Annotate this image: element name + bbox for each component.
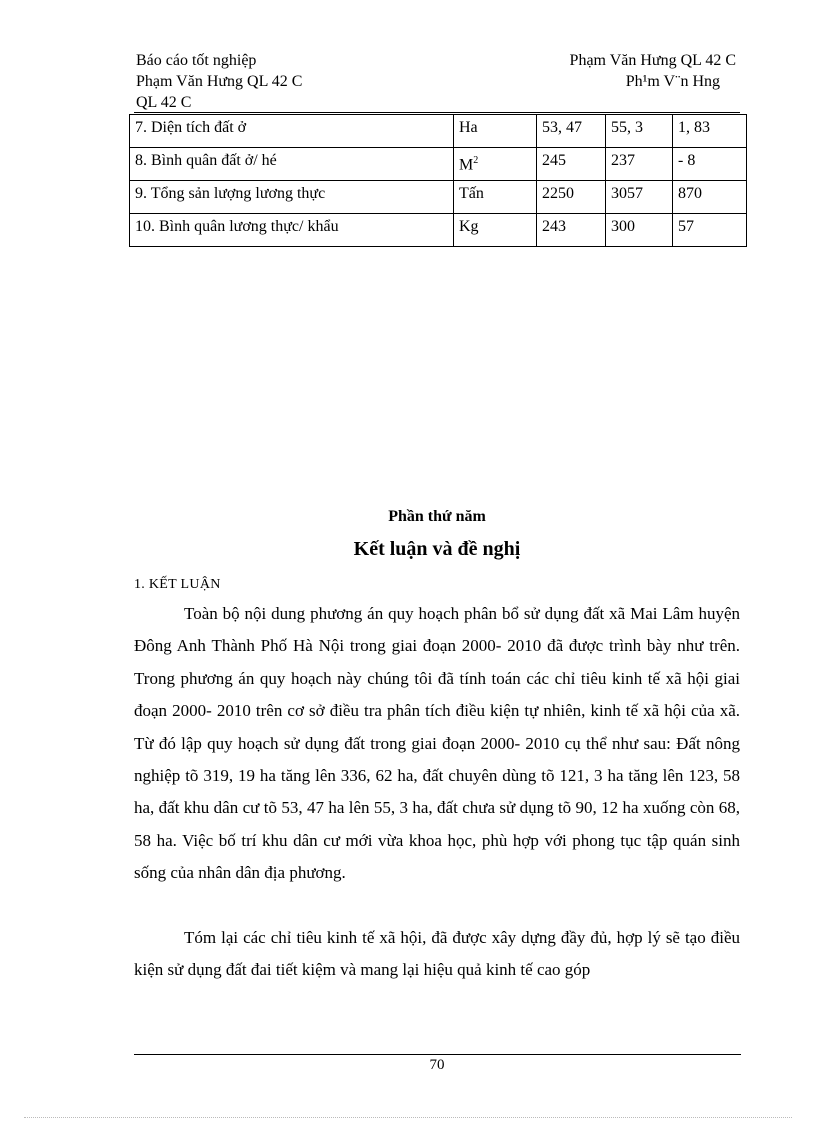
chapter-part-heading: Phần thứ năm [388, 508, 486, 525]
unit-text: Ha [459, 119, 478, 136]
section-heading: 1. KẾT LUẬN [134, 577, 221, 592]
row-value-2: 3057 [606, 181, 673, 214]
chapter-title: Kết luận và đề nghị [353, 538, 521, 560]
row-value-1: 243 [537, 214, 606, 247]
row-value-1: 2250 [537, 181, 606, 214]
row-unit [454, 148, 537, 181]
row-label: 9. Tổng sản lượng lương thực [130, 181, 454, 214]
page-number: 70 [429, 1057, 445, 1073]
row-value-2: 300 [606, 214, 673, 247]
header-rule [134, 112, 740, 113]
row-label: 8. Bình quân đất ở/ hé [130, 148, 454, 181]
unit-text: M [459, 156, 474, 174]
row-value-1: 53, 47 [537, 115, 606, 148]
header-right-line2: Ph¹m V¨n Hng [625, 73, 720, 90]
row-value-3: 870 [673, 181, 747, 214]
unit-text: Tấn [459, 185, 484, 202]
statistics-table [129, 114, 747, 247]
row-value-2: 55, 3 [606, 115, 673, 148]
table-row [130, 115, 747, 148]
body-paragraph-2: Tóm lại các chỉ tiêu kinh tế xã hội, đã được xây dựng đầy đủ, hợp lý sẽ tạo điều kiện sử dụng đất đai tiết kiệm và mang lại hiệu quả kinh tế cao góp [134, 928, 740, 980]
row-value-3: 57 [673, 214, 747, 247]
row-value-1: 245 [537, 148, 606, 181]
footer-rule [134, 1054, 741, 1055]
unit-text: Kg [459, 218, 479, 235]
table-row [130, 148, 747, 181]
row-unit [454, 115, 537, 148]
row-value-2: 237 [606, 148, 673, 181]
table-row [130, 214, 747, 247]
row-unit [454, 214, 537, 247]
table-row [130, 181, 747, 214]
header-right-line1: Phạm Văn Hưng QL 42 C [569, 52, 736, 69]
header-left-line2: Phạm Văn Hưng QL 42 C [136, 73, 303, 90]
unit-superscript: 2 [473, 155, 479, 166]
row-value-3: - 8 [673, 148, 747, 181]
header-left-line3: QL 42 C [136, 94, 192, 111]
body-paragraph-1: Toàn bộ nội dung phương án quy hoạch phân bổ sử dụng đất xã Mai Lâm huyện Đông Anh Thành Phố Hà Nội trong giai đoạn 2000- 2010 đã được trình bày như trên. Trong phương án quy hoạch này chúng tôi đã tính toán các chỉ tiêu kinh tế xã hội giai đoạn 2000- 2010 trên cơ sở điều tra phân tích điều kiện tự nhiên, kinh tế xã hội của xã. Từ đó lập quy hoạch sử dụng đất trong giai đoạn 2000- 2010 cụ thể như sau: Đất nông nghiệp tõ 319, 19 ha tăng lên 336, 62 ha, đất chuyên dùng tõ 121, 3 ha tăng lên 123, 58 ha, đất khu dân cư tõ 53, 47 ha lên 55, 3 ha, đất chưa sử dụng tõ 90, 12 ha xuống còn 68, 58 ha. Việc bố trí khu dân cư mới vừa khoa học, phù hợp với phong tục tập quán sinh sống của nhân dân địa phương. [134, 604, 740, 883]
row-value-3: 1, 83 [673, 115, 747, 148]
header-left-line1: Báo cáo tốt nghiệp [136, 52, 257, 69]
row-label: 10. Bình quân lương thực/ khẩu [130, 214, 454, 247]
row-unit [454, 181, 537, 214]
page-edge-dotted-line [24, 1117, 792, 1118]
row-label: 7. Diện tích đất ở [130, 115, 454, 148]
